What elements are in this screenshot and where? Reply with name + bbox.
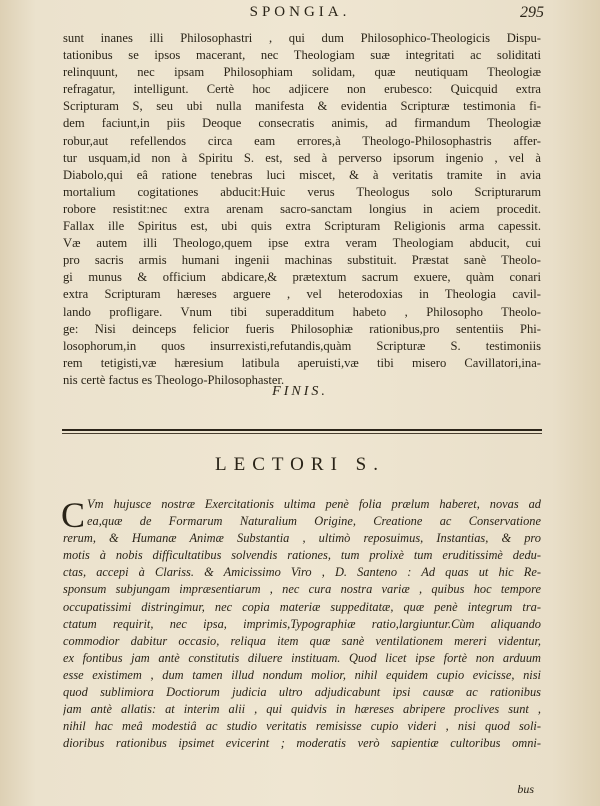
text-line: nis certè factus es Theologo-Philosophaster. xyxy=(63,372,285,387)
text-line: robur,aut refellendos circa eam errores,à Theologo-Philosophastris affer- xyxy=(63,133,541,148)
drop-cap: C xyxy=(61,495,86,535)
text-line: dioribus rationibus ipsimet evicerint ; moderatis verò sapientiæ cultoribus omni- xyxy=(63,736,541,751)
text-line: ctas, accepi à Clariss. & Amicissimo Viro , D. Santeno : Ad quas ut hic Re- xyxy=(63,565,541,580)
text-line: refragatur, intelligunt. Certè hoc adjicere non erubesco: Quicquid extra xyxy=(63,82,541,97)
text-line: tur usquam,id non à Spiritu S. est, sed à perverso ipsorum ingenio , vel à xyxy=(63,150,541,165)
text-line: robore resistit:nec extra arenam sacro-sanctam longius in aciem procedit. xyxy=(63,201,541,216)
text-line: Vm hujusce nostræ Exercitationis ultima penè folia prælum haberet, novas ad xyxy=(87,497,541,511)
page-header xyxy=(0,4,600,26)
text-line: Fallax ille Spiritus est, ubi quis extra Scripturam Religionis arma capessit. xyxy=(63,219,541,234)
divider-rule-thin xyxy=(62,433,542,434)
text-line: quod sublimiora Doctiorum judicia ultro adjudicabunt ipsi causæ ac rationibus xyxy=(63,685,541,700)
text-line: tationibus se ipsos macerant, nec Theologiam suæ integritati ac soliditati xyxy=(63,48,541,63)
text-line: dem faciunt,in piis Deoque consecratis animis, ad firmandum Theologiæ xyxy=(63,116,541,131)
text-line: pro sacris armis humani ingenii machinas substituit. Præstat sanè Theolo- xyxy=(63,253,541,268)
section-heading: LECTORI S. xyxy=(215,454,385,475)
text-line: sunt inanes illi Philosophastri , qui dum Philosophico-Theologicis Dispu- xyxy=(63,31,541,45)
text-line: ge: Nisi deinceps felicior fueris Philosophiæ rationibus,pro sententiis Phi- xyxy=(63,321,541,336)
text-line: losophorum,in quos insurrexisti,refutandis,quàm Scripturæ S. testimoniis xyxy=(63,338,541,353)
text-line: Væ autem illi Theologo,quem ipse extra veram Theologiam abducit, cui xyxy=(63,236,541,251)
text-line: esse existimem , dum tamen illud nondum molior, nihil equidem cupio evicisse, nisi xyxy=(63,667,541,682)
text-line: mortalium cogitationes abducit:Huic verus Theologus solo Scripturarum xyxy=(63,184,541,199)
finis-label: FINIS. xyxy=(272,384,328,399)
text-line: occupatissimi distringimur, nec copia materiæ suppeditatæ, quæ penè integrum tra- xyxy=(63,599,541,614)
text-line: ea,quæ de Formarum Naturalium Origine, Creatione ac Conservatione xyxy=(87,514,541,529)
text-line: gi munus & officium abdicare,& prætextum sacrum exuere, quàm conari xyxy=(63,270,541,285)
catchword: bus xyxy=(517,782,534,796)
text-line: ctatum requirit, nec ipsa, imprimis,Typographiæ ratio,largiuntur.Cùm aliquando xyxy=(63,616,541,631)
text-line: motis à nobis difficultatibus solvendis rationes, tum prolixè tum eruditissimè dedu- xyxy=(63,548,541,563)
text-line: jam antè allatis: at interim alii , qui quidvis in hæreses abripere proclives sunt , xyxy=(63,702,541,717)
body-text xyxy=(63,30,541,389)
text-line: ex fontibus jam antè constitutis diluere instituam. Quod licet ipse fortè non arduum xyxy=(63,650,541,665)
text-line: Diabolo,qui eâ ratione tenebras luci miscet, & à veritatis tramite in avia xyxy=(63,167,541,182)
text-line: rerum, & Humanæ Animæ Substantia , ultimò reposuimus, Instantias, & pro xyxy=(63,531,541,546)
running-title: SPONGIA. xyxy=(249,4,351,20)
text-line: nihil hac meâ modestiâ ac studio veritatis remisisse cupio videri , nisi quod soli- xyxy=(63,719,541,734)
divider-rule xyxy=(62,429,542,431)
text-line: rem tetigisti,væ hæresium latibula aperuisti,væ tibi misero Cavillatori,ina- xyxy=(63,355,541,370)
text-line: extra Scripturam hæreses arguere , vel heterodoxias in Theologia cavil- xyxy=(63,287,541,302)
preface-text xyxy=(63,496,541,752)
page-number: 295 xyxy=(520,4,544,21)
text-line: Scripturam S, seu ubi nulla manifesta & evidentia Scripturæ testimonia fi- xyxy=(63,99,541,114)
text-line: sponsum subjungam impræsentiarum , nec cura nostra variæ , quibus hoc tempore xyxy=(63,582,541,597)
text-line: relinquunt, nec ipsam Philosophiam solidam, quæ neutiquam Theologiæ xyxy=(63,65,541,80)
text-line: lando profligare. Vnum tibi superadditum habeto , Philosopho Theolo- xyxy=(63,304,541,319)
text-line: commodior dabitur occasio, reliqua item quæ sanè ventilationem mereri videntur, xyxy=(63,633,541,648)
